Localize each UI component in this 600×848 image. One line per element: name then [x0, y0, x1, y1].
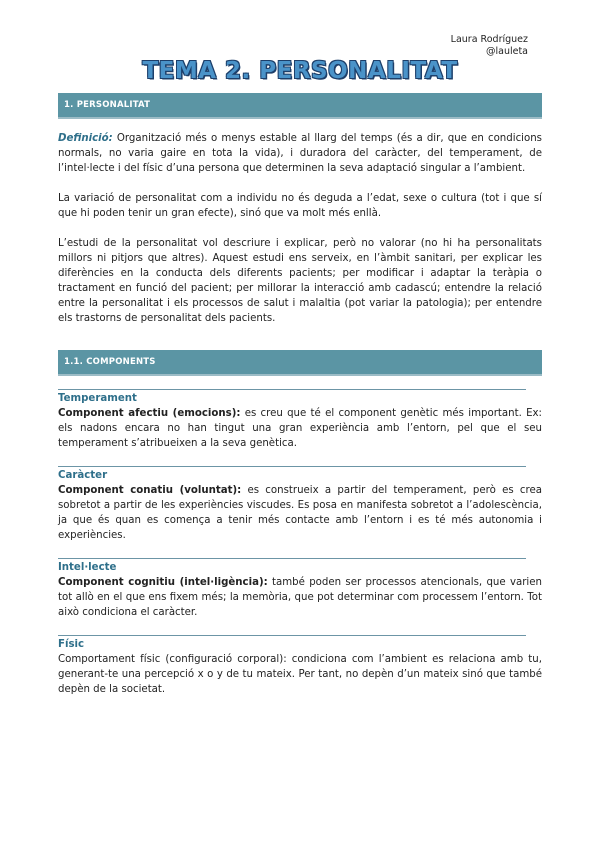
component-heading: Intel·lecte — [58, 562, 117, 573]
component-description — [58, 406, 542, 451]
component-heading: Físic — [58, 639, 85, 650]
section-header-components: 1.1. COMPONENTS — [58, 350, 542, 376]
author-name: Laura Rodríguez — [450, 34, 528, 45]
component-description — [58, 652, 542, 697]
section-header-personalitat: 1. PERSONALITAT — [58, 93, 542, 119]
component-text: es construeix a partir del temperament, però es crea sobretot a partir de les experiències viscudes. Es posa en manifesta sobretot a l’adolescència, ja que és quan es comença a tenir més contacte amb l’entorn i es té més autonomia i experiències. — [58, 485, 542, 541]
document-body — [58, 93, 542, 697]
document-title — [0, 58, 600, 84]
divider — [58, 466, 526, 467]
divider — [58, 558, 526, 559]
definition-paragraph — [58, 131, 542, 176]
definition-text: Organització més o menys estable al llarg del temps (és a dir, que en condicions normals, no varia gaire en tota la vida), i duradora del caràcter, del temperament, de l’intel·lecte i del físic d’una persona que determinen la seva adaptació singular a l’ambient. — [58, 133, 542, 174]
document-title-text: TEMA 2. PERSONALITAT — [142, 58, 458, 84]
component-bold-label: Component afectiu (emocions): — [58, 408, 241, 419]
component-bold-label: Component cognitiu (intel·ligència): — [58, 577, 268, 588]
component-temperament — [58, 389, 542, 451]
component-caracter — [58, 466, 542, 543]
component-description — [58, 575, 542, 620]
component-fisic — [58, 635, 542, 697]
component-description — [58, 483, 542, 543]
component-text: Comportament físic (configuració corporal): condiciona com l’ambient es relaciona amb tu, generant-te una percepció x o y de tu mateix. Per tant, no depèn d’un mateix sinó que també depèn de la societat. — [58, 654, 542, 695]
author-block — [451, 34, 528, 58]
paragraph-study: L’estudi de la personalitat vol descriure i explicar, però no valorar (no hi ha personalitats millors ni pitjors que altres). Aquest estudi ens serveix, en l’àmbit sanitari, per explicar les diferències en la conducta dels diferents pacients; per modificar i adaptar la teràpia o tractament en funció del pacient; per millorar la interacció amb cadascú; entendre la relació entre la personalitat i els processos de salut i malaltia (pot variar la patologia); per entendre els trastorns de personalitat dels pacients. — [58, 238, 542, 324]
divider — [58, 389, 526, 390]
paragraph-variation: La variació de personalitat com a individu no és deguda a l’edat, sexe o cultura (tot i que sí que hi poden tenir un gran efecte), sinó que va molt més enllà. — [58, 193, 542, 219]
component-heading: Temperament — [58, 393, 137, 404]
divider — [58, 635, 526, 636]
definition-label: Definició: — [58, 133, 113, 144]
component-bold-label: Component conatiu (voluntat): — [58, 485, 242, 496]
component-text: es creu que té el component genètic més important. Ex: els nadons encara no han tingut una gran experiència amb l’entorn, pel que el seu temperament s’atribueixen a la seva genètica. — [58, 408, 542, 449]
component-text: també poden ser processos atencionals, que varien tot allò en el que ens fixem més; la memòria, que pot determinar com processem l’entorn. Tot això condiciona el caràcter. — [58, 577, 542, 618]
component-intellecte — [58, 558, 542, 620]
component-heading: Caràcter — [58, 470, 108, 481]
author-handle: @lauleta — [485, 46, 528, 57]
